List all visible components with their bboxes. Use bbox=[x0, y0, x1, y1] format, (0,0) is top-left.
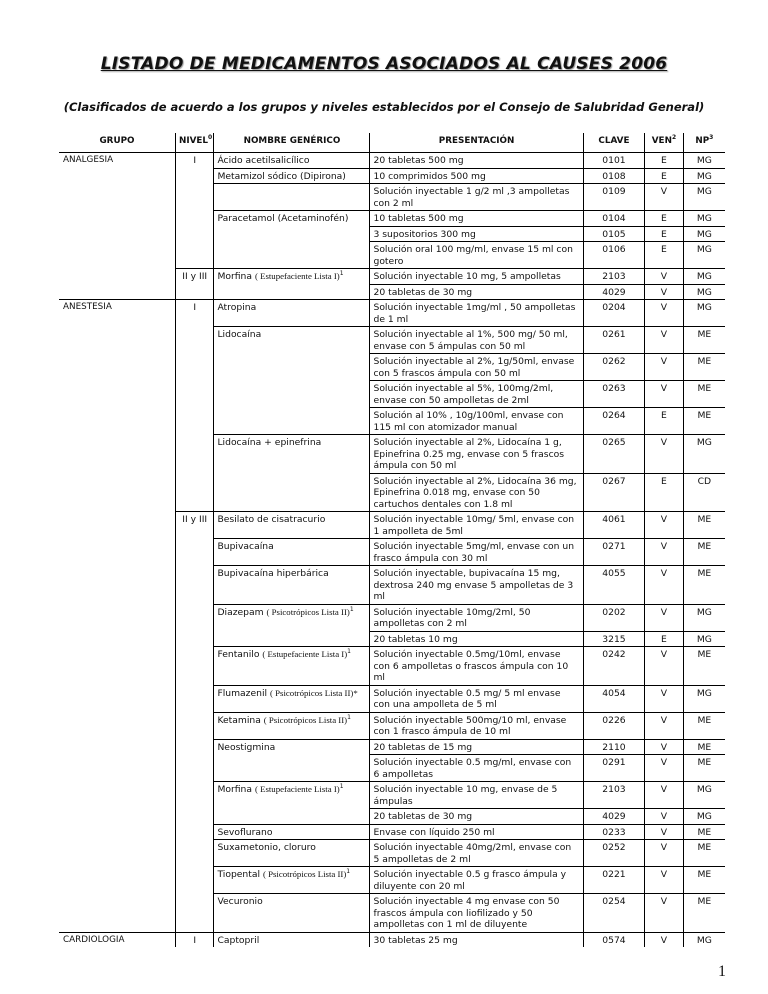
header-nombre: NOMBRE GENÉRICO bbox=[214, 133, 370, 153]
table-row bbox=[59, 242, 725, 269]
table-row bbox=[59, 932, 725, 947]
level-cell: I bbox=[175, 932, 213, 947]
presentation-cell: Solución inyectable 10 mg, 5 ampolletas bbox=[370, 269, 583, 285]
np-cell: MG bbox=[683, 153, 725, 169]
ven-cell: E bbox=[645, 153, 683, 169]
np-cell: MG bbox=[683, 435, 725, 474]
clave-cell: 0106 bbox=[583, 242, 645, 269]
np-cell: MG bbox=[683, 269, 725, 285]
presentation-cell: 20 tabletas de 15 mg bbox=[370, 739, 583, 755]
table-row bbox=[59, 647, 725, 686]
ven-cell: V bbox=[645, 300, 683, 327]
presentation-cell: Solución inyectable 1 g/2 ml ,3 ampolletas con 2 ml bbox=[370, 184, 583, 211]
np-cell: CD bbox=[683, 473, 725, 512]
table-row bbox=[59, 755, 725, 782]
np-cell: MG bbox=[683, 300, 725, 327]
presentation-cell: Solución inyectable al 2%, 1g/50ml, envase con 5 frascos ámpula con 50 ml bbox=[370, 354, 583, 381]
header-clave: CLAVE bbox=[583, 133, 645, 153]
presentation-cell: Solución inyectable 10mg/2ml, 50 ampolletas con 2 ml bbox=[370, 604, 583, 631]
generic-name-cell: Lidocaína bbox=[214, 327, 370, 354]
presentation-cell: Solución al 10% , 10g/100ml, envase con 115 ml con atomizador manual bbox=[370, 408, 583, 435]
table-row bbox=[59, 226, 725, 242]
generic-name-cell: Lidocaína + epinefrina bbox=[214, 435, 370, 474]
level-cell: II y III bbox=[175, 512, 213, 539]
clave-cell: 0105 bbox=[583, 226, 645, 242]
generic-name-cell: Morfina ( Estupefaciente Lista I)$^1$ bbox=[214, 269, 370, 285]
table-row bbox=[59, 168, 725, 184]
level-cell: I bbox=[175, 153, 213, 169]
presentation-cell: Solución inyectable 4 mg envase con 50 frascos ámpula con liofilizado y 50 ampolletas con 1 ml de diluyente bbox=[370, 894, 583, 933]
presentation-cell: 20 tabletas de 30 mg bbox=[370, 809, 583, 825]
presentation-cell: Solución inyectable 500mg/10 ml, envase con 1 frasco ámpula de 10 ml bbox=[370, 712, 583, 739]
table-row bbox=[59, 894, 725, 933]
table-row bbox=[59, 712, 725, 739]
clave-cell: 0226 bbox=[583, 712, 645, 739]
clave-cell: 2103 bbox=[583, 782, 645, 809]
table-row bbox=[59, 473, 725, 512]
clave-cell: 4054 bbox=[583, 685, 645, 712]
np-cell: ME bbox=[683, 867, 725, 894]
clave-cell: 0233 bbox=[583, 824, 645, 840]
clave-cell: 2103 bbox=[583, 269, 645, 285]
clave-cell: 0264 bbox=[583, 408, 645, 435]
ven-cell: V bbox=[645, 867, 683, 894]
ven-cell: V bbox=[645, 539, 683, 566]
ven-cell: V bbox=[645, 824, 683, 840]
document-subtitle: (Clasificados de acuerdo a los grupos y niveles establecidos por el Consejo de Salubridad General) bbox=[63, 100, 705, 114]
ven-cell: V bbox=[645, 647, 683, 686]
clave-cell: 0291 bbox=[583, 755, 645, 782]
np-cell: ME bbox=[683, 512, 725, 539]
presentation-cell: Solución inyectable al 2%, Lidocaína 1 g, Epinefrina 0.25 mg, envase con 5 frascos ámpula con 50 ml bbox=[370, 435, 583, 474]
presentation-cell: 3 supositorios 300 mg bbox=[370, 226, 583, 242]
ven-cell: V bbox=[645, 685, 683, 712]
ven-cell: V bbox=[645, 739, 683, 755]
table-row bbox=[59, 284, 725, 300]
ven-cell: V bbox=[645, 184, 683, 211]
presentation-cell: Envase con líquido 250 ml bbox=[370, 824, 583, 840]
ven-cell: V bbox=[645, 269, 683, 285]
np-cell: ME bbox=[683, 381, 725, 408]
np-cell: MG bbox=[683, 184, 725, 211]
level-cell: II y III bbox=[175, 269, 213, 285]
presentation-cell: Solución inyectable 0.5 g frasco ámpula y diluyente con 20 ml bbox=[370, 867, 583, 894]
generic-name-cell: Ácido acetilsalicílico bbox=[214, 153, 370, 169]
generic-name-cell: Diazepam ( Psicotrópicos Lista II)$^1$ bbox=[214, 604, 370, 631]
ven-cell: E bbox=[645, 211, 683, 227]
np-cell: MG bbox=[683, 932, 725, 947]
group-cell: ANALGESIA bbox=[63, 155, 114, 165]
table-row bbox=[59, 153, 725, 169]
medications-table bbox=[59, 133, 725, 947]
table-row bbox=[59, 512, 725, 539]
table-row bbox=[59, 300, 725, 327]
np-cell: ME bbox=[683, 755, 725, 782]
np-cell: MG bbox=[683, 631, 725, 647]
presentation-cell: 10 tabletas 500 mg bbox=[370, 211, 583, 227]
np-cell: MG bbox=[683, 284, 725, 300]
presentation-cell: Solución inyectable 5mg/ml, envase con un frasco ámpula con 30 ml bbox=[370, 539, 583, 566]
ven-cell: V bbox=[645, 932, 683, 947]
ven-cell: V bbox=[645, 604, 683, 631]
header-np: $NP^3$ bbox=[683, 133, 725, 153]
clave-cell: 0204 bbox=[583, 300, 645, 327]
ven-cell: V bbox=[645, 512, 683, 539]
presentation-cell: Solución inyectable 0.5 mg/ml, envase con 6 ampolletas bbox=[370, 755, 583, 782]
ven-cell: V bbox=[645, 381, 683, 408]
generic-name-cell: Fentanilo ( Estupefaciente Lista I)$^1$ bbox=[214, 647, 370, 686]
clave-cell: 0108 bbox=[583, 168, 645, 184]
generic-name-cell: Sevoflurano bbox=[214, 824, 370, 840]
ven-cell: V bbox=[645, 327, 683, 354]
table-row bbox=[59, 435, 725, 474]
presentation-cell: Solución inyectable al 5%, 100mg/2ml, envase con 50 ampolletas de 2ml bbox=[370, 381, 583, 408]
table-row bbox=[59, 539, 725, 566]
table-row bbox=[59, 809, 725, 825]
ven-cell: V bbox=[645, 566, 683, 605]
clave-cell: 0202 bbox=[583, 604, 645, 631]
clave-cell: 0252 bbox=[583, 840, 645, 867]
table-row bbox=[59, 566, 725, 605]
clave-cell: 3215 bbox=[583, 631, 645, 647]
table-row bbox=[59, 867, 725, 894]
generic-name-cell: Metamizol sódico (Dipirona) bbox=[214, 168, 370, 184]
np-cell: ME bbox=[683, 712, 725, 739]
table-row bbox=[59, 327, 725, 354]
clave-cell: 0271 bbox=[583, 539, 645, 566]
table-row bbox=[59, 184, 725, 211]
table-row bbox=[59, 354, 725, 381]
clave-cell: 0101 bbox=[583, 153, 645, 169]
presentation-cell: Solución inyectable al 1%, 500 mg/ 50 ml, envase con 5 ámpulas con 50 ml bbox=[370, 327, 583, 354]
generic-name-cell: Flumazenil ( Psicotrópicos Lista II)* bbox=[214, 685, 370, 712]
header-nivel: NIVEL$^0$ bbox=[175, 133, 213, 153]
clave-cell: 4029 bbox=[583, 284, 645, 300]
table-row bbox=[59, 840, 725, 867]
table-row bbox=[59, 824, 725, 840]
np-cell: MG bbox=[683, 226, 725, 242]
np-cell: ME bbox=[683, 354, 725, 381]
generic-name-cell: Neostigmina bbox=[214, 739, 370, 755]
group-cell: ANESTESIA bbox=[63, 302, 112, 312]
ven-cell: E bbox=[645, 168, 683, 184]
ven-cell: E bbox=[645, 226, 683, 242]
generic-name-cell: Bupivacaína hiperbárica bbox=[214, 566, 370, 605]
ven-cell: V bbox=[645, 809, 683, 825]
clave-cell: 0267 bbox=[583, 473, 645, 512]
generic-name-cell: Paracetamol (Acetaminofén) bbox=[214, 211, 370, 227]
ven-cell: V bbox=[645, 840, 683, 867]
presentation-cell: 20 tabletas 10 mg bbox=[370, 631, 583, 647]
clave-cell: 2110 bbox=[583, 739, 645, 755]
clave-cell: 0254 bbox=[583, 894, 645, 933]
document-title: LISTADO DE MEDICAMENTOS ASOCIADOS AL CAUSES 2006 bbox=[100, 54, 668, 74]
ven-cell: E bbox=[645, 408, 683, 435]
clave-cell: 4055 bbox=[583, 566, 645, 605]
table-row bbox=[59, 408, 725, 435]
ven-cell: V bbox=[645, 712, 683, 739]
presentation-cell: 20 tabletas 500 mg bbox=[370, 153, 583, 169]
clave-cell: 0109 bbox=[583, 184, 645, 211]
np-cell: ME bbox=[683, 566, 725, 605]
group-cell: CARDIOLOGIA bbox=[63, 934, 125, 945]
np-cell: ME bbox=[683, 408, 725, 435]
ven-cell: V bbox=[645, 755, 683, 782]
np-cell: ME bbox=[683, 739, 725, 755]
clave-cell: 0242 bbox=[583, 647, 645, 686]
table-row bbox=[59, 381, 725, 408]
clave-cell: 4029 bbox=[583, 809, 645, 825]
table-row bbox=[59, 211, 725, 227]
np-cell: MG bbox=[683, 604, 725, 631]
np-cell: ME bbox=[683, 327, 725, 354]
ven-cell: V bbox=[645, 354, 683, 381]
header-ven: VEN$^2$ bbox=[645, 133, 683, 153]
presentation-cell: Solución inyectable 1mg/ml , 50 ampolletas de 1 ml bbox=[370, 300, 583, 327]
presentation-cell: Solución inyectable 0.5 mg/ 5 ml envase con una ampolleta de 5 ml bbox=[370, 685, 583, 712]
generic-name-cell: Vecuronio bbox=[214, 894, 370, 933]
generic-name-cell: Tiopental ( Psicotrópicos Lista II)$^1$ bbox=[214, 867, 370, 894]
clave-cell: 0221 bbox=[583, 867, 645, 894]
presentation-cell: Solución inyectable 10mg/ 5ml, envase con 1 ampolleta de 5ml bbox=[370, 512, 583, 539]
presentation-cell: Solución inyectable 40mg/2ml, envase con 5 ampolletas de 2 ml bbox=[370, 840, 583, 867]
presentation-cell: Solución inyectable 0.5mg/10ml, envase con 6 ampolletas o frascos ámpula con 10 ml bbox=[370, 647, 583, 686]
table-header-row bbox=[59, 133, 725, 153]
ven-cell: E bbox=[645, 242, 683, 269]
np-cell: ME bbox=[683, 824, 725, 840]
np-cell: MG bbox=[683, 168, 725, 184]
clave-cell: 0263 bbox=[583, 381, 645, 408]
table-row bbox=[59, 739, 725, 755]
clave-cell: 0104 bbox=[583, 211, 645, 227]
presentation-cell: 30 tabletas 25 mg bbox=[370, 932, 583, 947]
level-cell: I bbox=[175, 300, 213, 327]
presentation-cell: 10 comprimidos 500 mg bbox=[370, 168, 583, 184]
np-cell: ME bbox=[683, 539, 725, 566]
clave-cell: 4061 bbox=[583, 512, 645, 539]
clave-cell: 0574 bbox=[583, 932, 645, 947]
presentation-cell: Solución inyectable 10 mg, envase de 5 ámpulas bbox=[370, 782, 583, 809]
table-row bbox=[59, 604, 725, 631]
ven-cell: E bbox=[645, 473, 683, 512]
table-row bbox=[59, 685, 725, 712]
generic-name-cell: Besilato de cisatracurio bbox=[214, 512, 370, 539]
clave-cell: 0265 bbox=[583, 435, 645, 474]
clave-cell: 0261 bbox=[583, 327, 645, 354]
table-row bbox=[59, 782, 725, 809]
generic-name-cell: Bupivacaína bbox=[214, 539, 370, 566]
presentation-cell: Solución inyectable, bupivacaína 15 mg, dextrosa 240 mg envase 5 ampolletas de 3 ml bbox=[370, 566, 583, 605]
np-cell: MG bbox=[683, 211, 725, 227]
header-grupo: GRUPO bbox=[59, 133, 175, 153]
generic-name-cell: Suxametonio, cloruro bbox=[214, 840, 370, 867]
clave-cell: 0262 bbox=[583, 354, 645, 381]
ven-cell: V bbox=[645, 782, 683, 809]
np-cell: ME bbox=[683, 840, 725, 867]
header-presentacion: PRESENTACIÓN bbox=[370, 133, 583, 153]
table-row bbox=[59, 269, 725, 285]
presentation-cell: 20 tabletas de 30 mg bbox=[370, 284, 583, 300]
np-cell: ME bbox=[683, 894, 725, 933]
np-cell: MG bbox=[683, 685, 725, 712]
presentation-cell: Solución oral 100 mg/ml, envase 15 ml con gotero bbox=[370, 242, 583, 269]
ven-cell: V bbox=[645, 435, 683, 474]
np-cell: MG bbox=[683, 242, 725, 269]
ven-cell: E bbox=[645, 631, 683, 647]
np-cell: ME bbox=[683, 647, 725, 686]
presentation-cell: Solución inyectable al 2%, Lidocaína 36 mg, Epinefrina 0.018 mg, envase con 50 cartuchos dentales con 1.8 ml bbox=[370, 473, 583, 512]
np-cell: MG bbox=[683, 809, 725, 825]
page-number: 1 bbox=[718, 963, 726, 980]
table-row bbox=[59, 631, 725, 647]
generic-name-cell: Morfina ( Estupefaciente Lista I)$^1$ bbox=[214, 782, 370, 809]
generic-name-cell: Ketamina ( Psicotrópicos Lista II)$^1$ bbox=[214, 712, 370, 739]
np-cell: MG bbox=[683, 782, 725, 809]
generic-name-cell: Atropina bbox=[214, 300, 370, 327]
generic-name-cell: Captopril bbox=[214, 932, 370, 947]
ven-cell: V bbox=[645, 284, 683, 300]
ven-cell: V bbox=[645, 894, 683, 933]
